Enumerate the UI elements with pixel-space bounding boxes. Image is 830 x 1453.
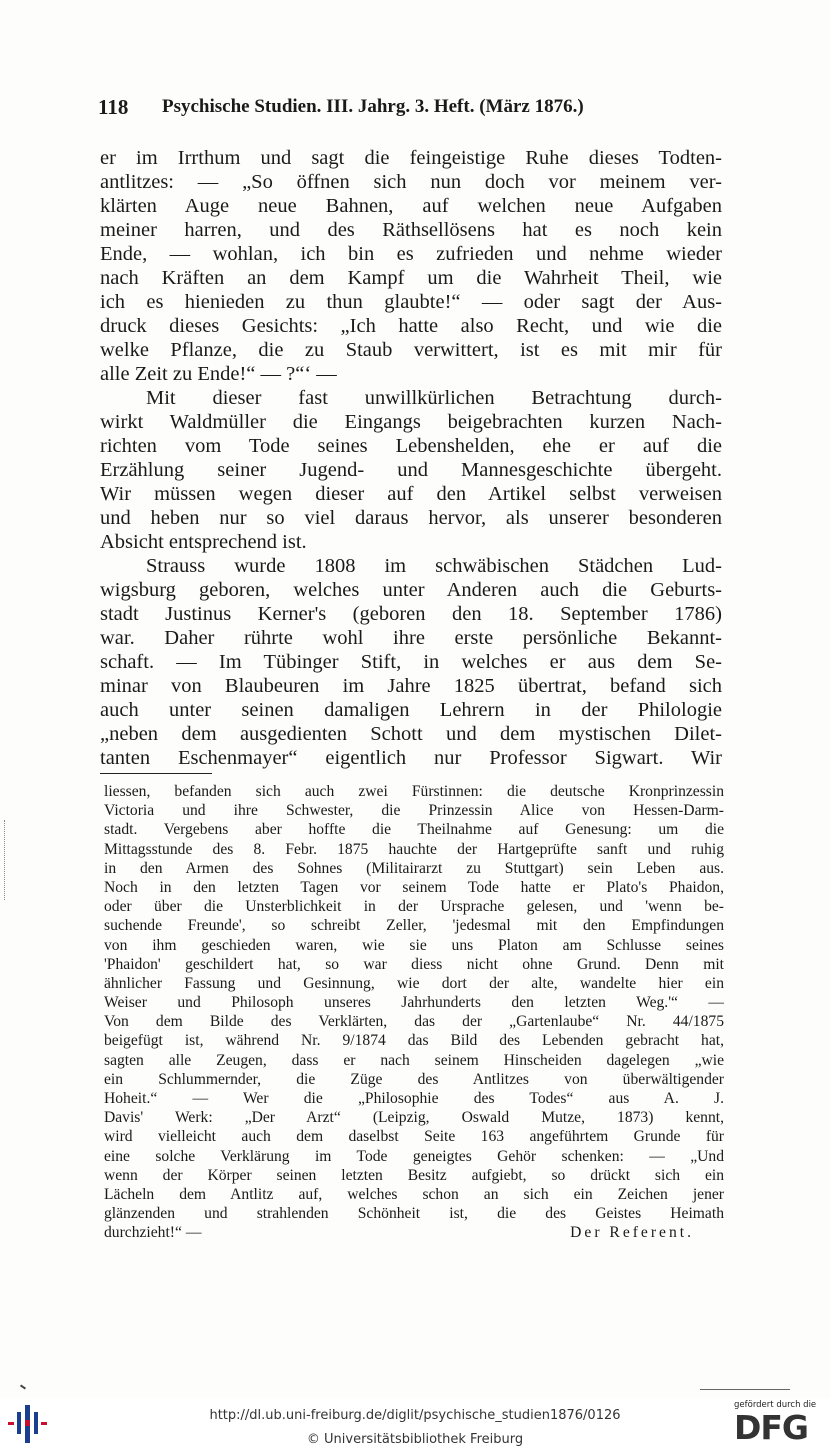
text-line: richten vom Tode seines Lebenshelden, ehe er auf die <box>100 435 722 457</box>
text-line: Absicht entsprechend ist. <box>100 531 307 553</box>
scan-corner-mark <box>20 1384 26 1389</box>
footnote-line: Weiser und Philosoph unseres Jahrhunderts den letzten Weg.'“ — <box>104 994 724 1012</box>
footnote-line: liessen, befanden sich auch zwei Fürstinnen: die deutsche Kronprinzessin <box>104 783 724 800</box>
footnote-line: glänzenden und strahlenden Schönheit ist, die des Geistes Heimath <box>104 1205 724 1223</box>
text-line: tanten Eschenmayer“ eigentlich nur Professor Sigwart. Wir <box>100 747 722 769</box>
permalink-url[interactable]: http://dl.ub.uni-freiburg.de/diglit/psychische_studien1876/0126 <box>209 1408 621 1423</box>
footnote-line: durchzieht!“ — <box>104 1224 202 1242</box>
footnote-line: sagten alle Zeugen, dass er nach seinem Hinscheiden dagelegen „wie <box>104 1051 724 1069</box>
text-line: wigsburg geboren, welches unter Anderen auch die Geburts- <box>100 579 722 601</box>
footnote-line: Von dem Bilde des Verklärten, das der „Gartenlaube“ Nr. 44/1875 <box>104 1013 724 1031</box>
text-line: nach Kräften an dem Kampf um die Wahrheit Theil, wie <box>100 267 722 289</box>
footnote-line: von ihm geschieden waren, wie sie uns Platon am Schlusse seines <box>104 936 724 954</box>
footnote-line: oder über die Unsterblichkeit in der Ursprache gelesen, und 'wenn be- <box>104 898 724 916</box>
dfg-logo-text: DFG <box>734 1408 809 1447</box>
copyright-notice: © Universitätsbibliothek Freiburg <box>306 1432 524 1447</box>
footnote-line: beigefügt ist, während Nr. 9/1874 das Bild des Lebenden gebracht hat, <box>104 1032 724 1050</box>
footnote-line: Hoheit.“ — Wer die „Philosophie des Todes“ aus A. J. <box>104 1090 724 1107</box>
text-line: und heben nur so viel daraus hervor, als unserer besonderen <box>100 507 722 529</box>
text-line: Wir müssen wegen dieser auf den Artikel selbst verweisen <box>100 483 722 505</box>
footnote-line: wird vielleicht auch dem daselbst Seite 163 angeführtem Grunde für <box>104 1128 724 1146</box>
footnote-line: in den Armen des Sohnes (Militairarzt zu Stuttgart) sein Leben aus. <box>104 859 724 877</box>
footnote-divider <box>100 773 212 774</box>
text-line: wirkt Waldmüller die Eingangs beigebrachten kurzen Nach- <box>100 411 722 433</box>
footnote-line: wenn der Körper seinen letzten Besitz aufgiebt, so drückt sich ein <box>104 1166 724 1184</box>
text-line: antlitzes: — „So öffnen sich nun doch vor meinem ver- <box>100 171 722 193</box>
text-line: druck dieses Gesichts: „Ich hatte also Recht, und wie die <box>100 315 722 337</box>
text-line: klärten Auge neue Bahnen, auf welchen neue Aufgaben <box>100 195 722 217</box>
footnote-line: 'Phaidon' geschildert hat, so war diess nicht ohne Grund. Denn mit <box>104 955 724 973</box>
footnote-line: suchende Freunde', so schreibt Zeller, 'jedesmal mit den Empfindungen <box>104 917 724 935</box>
text-line: Mit dieser fast unwillkürlichen Betrachtung durch- <box>146 387 722 409</box>
text-line: „neben dem ausgedienten Schott und dem mystischen Dilet- <box>100 723 722 745</box>
dfg-logo-icon <box>734 1400 824 1450</box>
main-text <box>100 146 722 770</box>
text-line: welke Pflanze, die zu Staub verwittert, ist es mit mir für <box>100 339 722 361</box>
text-line: Strauss wurde 1808 im schwäbischen Städchen Lud- <box>146 555 722 577</box>
text-line: war. Daher rührte wohl ihre erste persönliche Bekannt- <box>100 627 722 649</box>
text-line: minar von Blaubeuren im Jahre 1825 übertrat, befand sich <box>100 675 722 697</box>
text-line: meiner harren, und des Räthsellösens hat es noch kein <box>100 219 722 241</box>
running-title: Psychische Studien. III. Jahrg. 3. Heft. (März 1876.) <box>162 96 584 117</box>
footnote-signature: Der Referent. <box>570 1224 694 1242</box>
text-line: ich es hienieden zu thun glaubte!“ — oder sagt der Aus- <box>100 291 722 313</box>
footnote-last-line <box>104 1223 724 1242</box>
footnote-block <box>104 782 724 1243</box>
footnote-line: Davis' Werk: „Der Arzt“ (Leipzig, Oswald Mutze, 1873) kennt, <box>104 1109 724 1127</box>
dfg-caption: gefördert durch die <box>734 1400 817 1410</box>
text-line: stadt Justinus Kerner's (geboren den 18. September 1786) <box>100 603 722 625</box>
footnote-line: ein Schlummernder, die Züge des Antlitzes von überwältigender <box>104 1070 724 1088</box>
text-line: alle Zeit zu Ende!“ — ?“‘ — <box>100 363 337 385</box>
footnote-line: Victoria und ihre Schwester, die Prinzessin Alice von Hessen-Darm- <box>104 802 724 820</box>
text-line: auch unter seinen damaligen Lehrern in der Philologie <box>100 699 722 721</box>
footnote-line: Lächeln dem Antlitz auf, welches schon an sich ein Zeichen jener <box>104 1185 724 1203</box>
footnote-line: Mittagsstunde des 8. Febr. 1875 hauchte der Hartgeprüfte sanft und ruhig <box>104 840 724 858</box>
footnote-line: eine solche Verklärung im Tode geneigtes Gehör schenken: — „Und <box>104 1147 724 1165</box>
footnote-line: stadt. Vergebens aber hoffte die Theilnahme auf Genesung: um die <box>104 821 724 839</box>
scan-margin-marks <box>4 820 8 900</box>
footnote-line: ähnlicher Fassung und Gesinnung, wie dort der alte, wandelte hier ein <box>104 974 724 992</box>
text-line: Erzählung seiner Jugend- und Mannesgeschichte übergeht. <box>100 459 722 481</box>
scan-bottom-rule <box>700 1389 790 1390</box>
text-line: schaft. — Im Tübinger Stift, in welches er aus dem Se- <box>100 651 722 673</box>
text-line: Ende, — wohlan, ich bin es zufrieden und nehme wieder <box>100 243 722 265</box>
text-line: er im Irrthum und sagt die feingeistige Ruhe dieses Todten- <box>100 147 722 169</box>
page-number: 118 <box>98 95 129 119</box>
page-header <box>98 95 722 123</box>
footnote-line: Noch in den letzten Tagen vor seinem Tode hatte er Plato's Phaidon, <box>104 878 724 896</box>
